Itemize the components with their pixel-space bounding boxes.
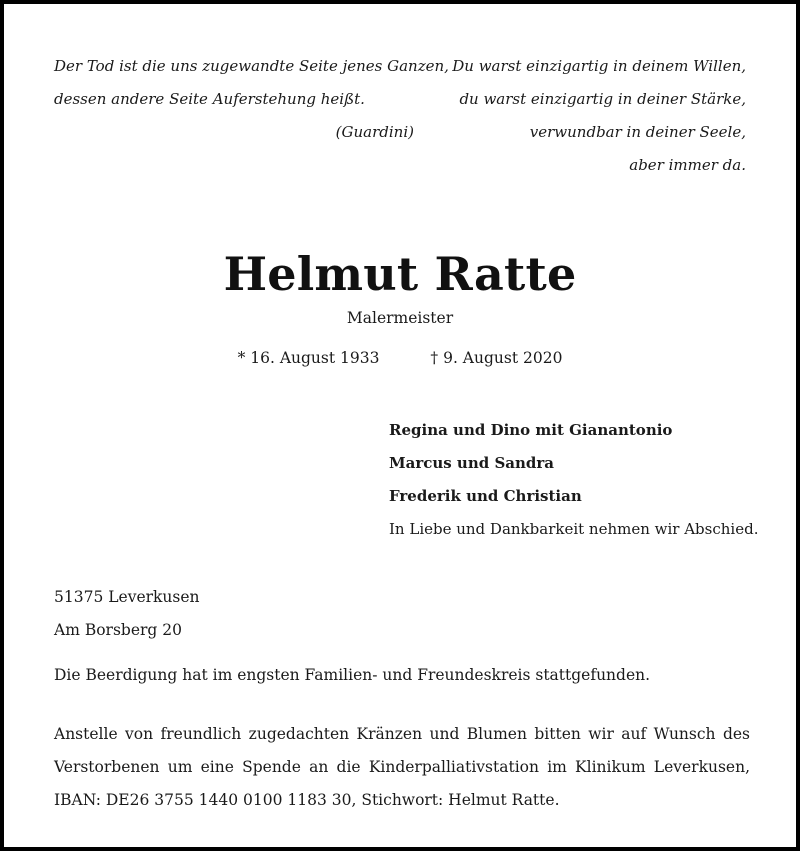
deceased-name: Helmut Ratte	[223, 247, 577, 301]
donation-line-3: IBAN: DE26 3755 1440 0100 1183 30, Stichwort: Helmut Ratte.	[54, 791, 560, 809]
mourner-family: Regina und Dino mit Gianantonio	[389, 421, 673, 439]
mourner-family: Marcus und Sandra	[389, 454, 555, 472]
poem-line-3: verwundbar in deiner Seele,	[529, 123, 746, 141]
mourner-family: Frederik und Christian	[389, 487, 582, 505]
poem-line-2: du warst einzigartig in deiner Stärke,	[459, 90, 746, 108]
farewell-text: In Liebe und Dankbarkeit nehmen wir Abschied.	[389, 520, 759, 538]
death-date: † 9. August 2020	[430, 349, 563, 367]
deceased-profession: Malermeister	[346, 309, 454, 327]
quote-source: (Guardini)	[335, 123, 414, 141]
donation-line-1: Anstelle von freundlich zugedachten Kränzen und Blumen bitten wir auf Wunsch des	[54, 725, 750, 743]
life-dates	[4, 347, 796, 369]
poem-line-1: Du warst einzigartig in deinem Willen,	[452, 57, 746, 75]
quote-left-line-2: dessen andere Seite Auferstehung heißt.	[54, 90, 365, 108]
family-address	[54, 581, 200, 647]
guardini-quote	[54, 50, 449, 149]
address-street: Am Borsberg 20	[54, 621, 182, 639]
poem-line-4: aber immer da.	[629, 156, 746, 174]
quote-left-line-1: Der Tod ist die uns zugewandte Seite jenes Ganzen,	[54, 57, 449, 75]
address-city: 51375 Leverkusen	[54, 588, 200, 606]
mourners-block	[389, 414, 758, 546]
donation-line-2: Verstorbenen um eine Spende an die Kinderpalliativstation im Klinikum Leverkusen,	[54, 758, 750, 776]
donation-request	[54, 718, 750, 817]
tribute-poem	[426, 50, 746, 182]
birth-date: * 16. August 1933	[237, 349, 380, 367]
funeral-note: Die Beerdigung hat im engsten Familien- und Freundeskreis stattgefunden.	[54, 666, 651, 684]
